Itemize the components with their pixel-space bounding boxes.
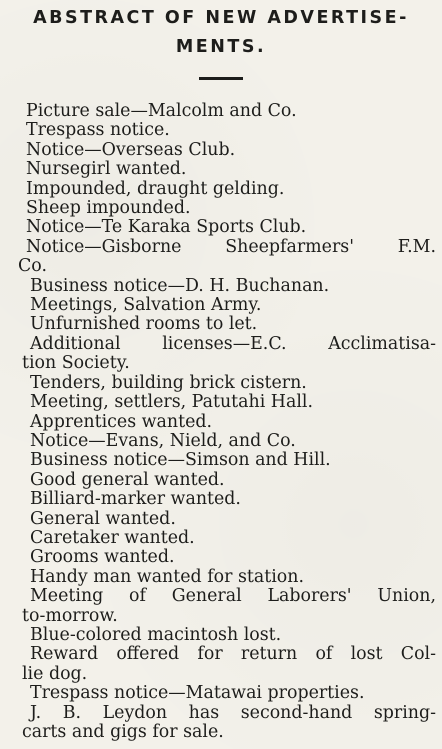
list-item: General wanted.	[30, 508, 176, 529]
list-item: Business notice—Simson and Hill.	[30, 450, 331, 471]
advertisement-list	[6, 102, 436, 742]
list-item: Sheep impounded.	[26, 198, 191, 219]
list-item: Notice—Evans, Nield, and Co.	[30, 430, 296, 451]
list-item: Good general wanted.	[30, 469, 225, 490]
list-item: Reward offered for return of lost Col- lie dog.	[22, 644, 436, 684]
list-item: Grooms wanted.	[30, 547, 175, 568]
list-item: Caretaker wanted.	[30, 527, 195, 548]
list-item: Meeting of General Laborers' Union, to-morrow.	[22, 586, 436, 626]
list-item: Unfurnished rooms to let.	[30, 314, 258, 335]
heading-line-2: MENTS.	[175, 37, 267, 57]
list-item: Notice—Te Karaka Sports Club.	[26, 217, 307, 238]
list-item: Handy man wanted for station.	[30, 566, 304, 587]
list-item: Notice—Overseas Club.	[26, 139, 236, 160]
list-item: Nursegirl wanted.	[26, 159, 187, 180]
list-item: J. B. Leydon has second-hand spring- carts and gigs for sale.	[22, 702, 436, 742]
list-item: Billiard-marker wanted.	[30, 489, 241, 510]
list-item: Notice—Gisborne Sheepfarmers' F.M. Co.	[18, 236, 436, 277]
list-item: Additional licenses—E.C. Acclimatisa- tion Society.	[22, 333, 436, 374]
list-item: Blue-colored macintosh lost.	[30, 624, 282, 645]
list-item: Picture sale—Malcolm and Co.	[26, 101, 297, 121]
list-item: Trespass notice—Matawai properties.	[30, 683, 365, 704]
list-item: Impounded, draught gelding.	[26, 178, 285, 199]
column-heading	[6, 4, 436, 62]
list-item: Business notice—D. H. Buchanan.	[30, 275, 330, 296]
list-item: Meetings, Salvation Army.	[30, 295, 262, 316]
list-item: Trespass notice.	[26, 120, 170, 141]
heading-line-1: ABSTRACT OF NEW ADVERTISE-	[33, 8, 409, 28]
list-item: Apprentices wanted.	[30, 411, 213, 432]
separator-rule	[199, 77, 243, 80]
list-item: Meeting, settlers, Patutahi Hall.	[30, 392, 313, 413]
list-item: Tenders, building brick cistern.	[30, 372, 307, 393]
